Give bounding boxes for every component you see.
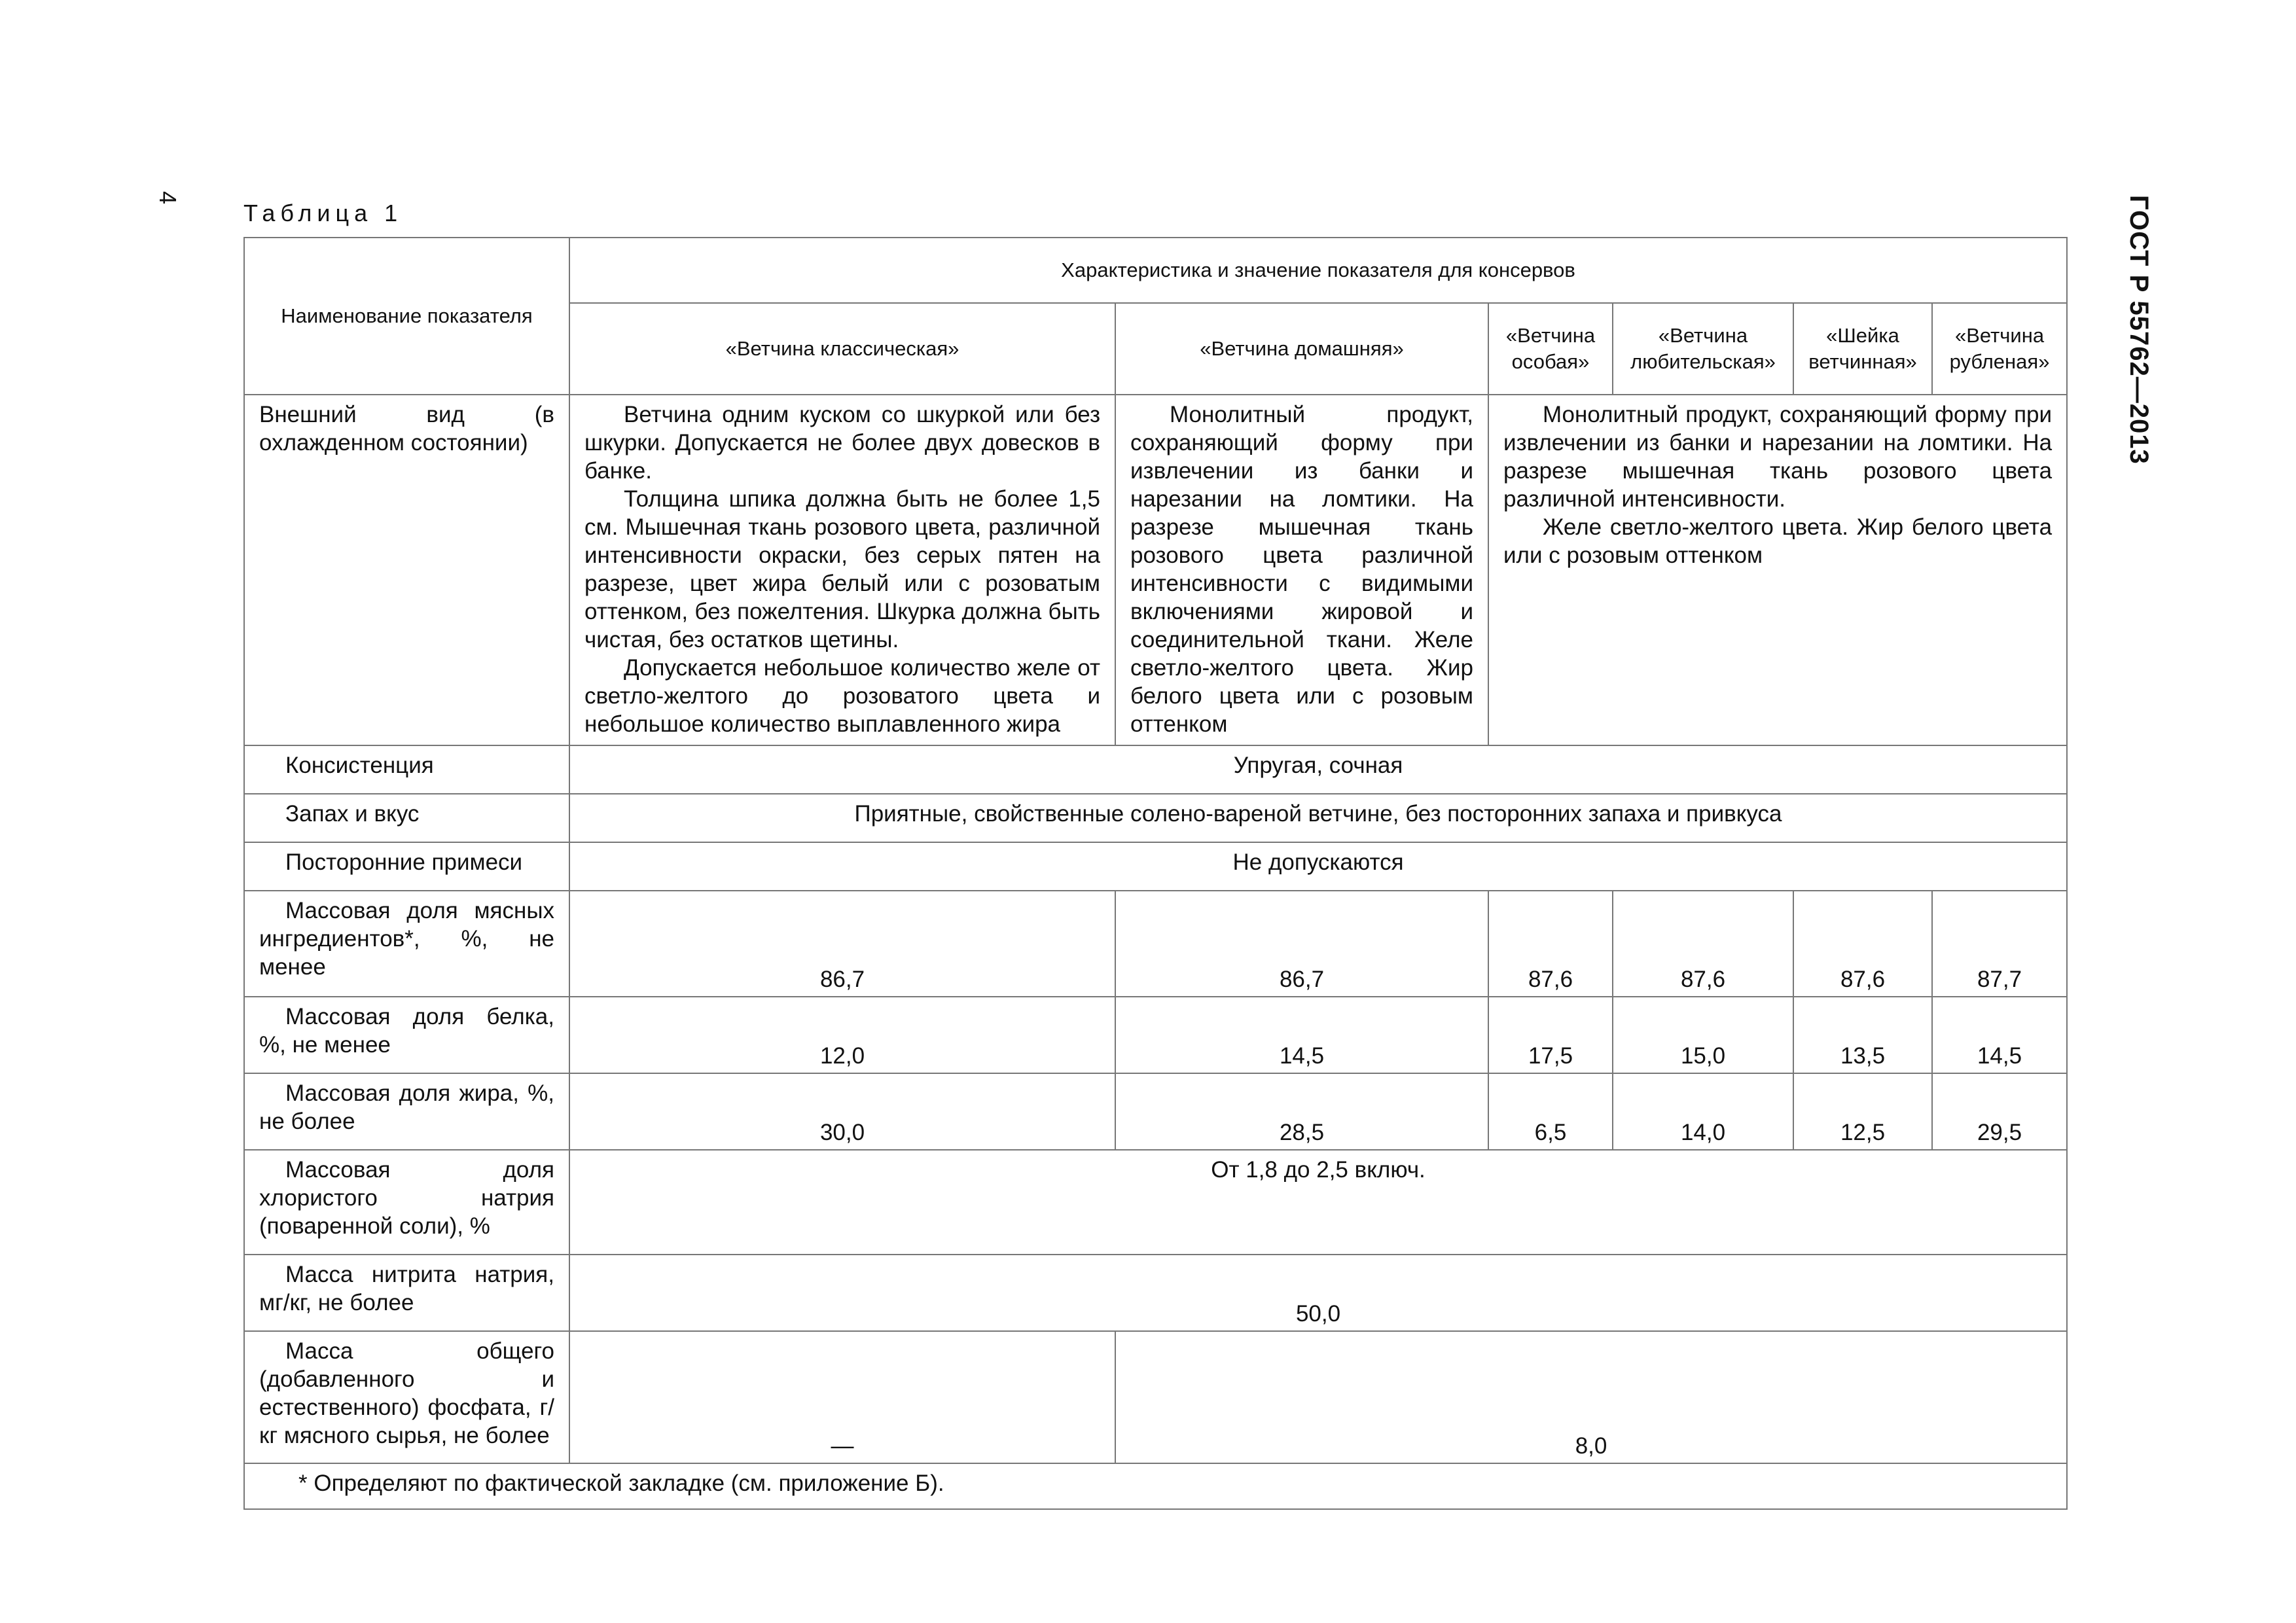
footnote: * Определяют по фактической закладке (см. приложение Б). [244,1463,2067,1509]
value-cell: 30,0 [569,1073,1115,1150]
indicators-table [243,237,2068,1510]
value-cell: 14,5 [1115,997,1488,1073]
value-cell: 87,6 [1793,891,1932,997]
header-product: «Ветчина рубленая» [1932,303,2067,395]
appearance-classic [569,395,1115,745]
value-cell: 86,7 [1115,891,1488,997]
value-cell: 86,7 [569,891,1115,997]
row-name: Масса нитрита натрия, мг/кг, не более [244,1255,569,1331]
row-name: Массовая доля жира, %, не более [244,1073,569,1150]
appearance-home [1115,395,1488,745]
value-cell: 8,0 [1115,1331,2067,1463]
value-cell: 29,5 [1932,1073,2067,1150]
header-product: «Ветчина классическая» [569,303,1115,395]
paragraph: Ветчина одним куском со шкуркой или без шкурки. Допускается не более двух довесков в банке. [584,402,1100,484]
value-cell: 87,6 [1613,891,1793,997]
header-product: «Ветчина особая» [1488,303,1613,395]
table-row [244,1073,2067,1150]
standard-code: ГОСТ Р 55762—2013 [2125,195,2153,465]
row-name: Посторонние примеси [244,842,569,891]
row-value: От 1,8 до 2,5 включ. [569,1150,2067,1255]
value-cell: 13,5 [1793,997,1932,1073]
table-row [244,1331,2067,1463]
header-product: «Ветчина любительская» [1613,303,1793,395]
table-row [244,1150,2067,1255]
row-value: Не допускаются [569,842,2067,891]
paragraph: Желе светло-желтого цвета. Жир белого цвета или с розовым оттенком [1503,514,2053,568]
footnote-row [244,1463,2067,1509]
row-value: 50,0 [569,1255,2067,1331]
value-cell: 15,0 [1613,997,1793,1073]
table-row [244,794,2067,842]
table-caption: Таблица 1 [243,200,403,226]
header-group: Характеристика и значение показателя для консервов [569,238,2067,303]
row-value: Упругая, сочная [569,745,2067,794]
header-row-1 [244,238,2067,303]
row-name: Массовая доля белка, %, не менее [244,997,569,1073]
table-row [244,1255,2067,1331]
row-name: Запах и вкус [244,794,569,842]
value-cell: 12,5 [1793,1073,1932,1150]
table-row [244,997,2067,1073]
value-cell: 87,7 [1932,891,2067,997]
paragraph: Допускается небольшое количество желе от светло-желтого до розоватого цвета и небольшое количество выплавленного жира [584,655,1100,737]
value-cell: 14,5 [1932,997,2067,1073]
row-value: Приятные, свойственные солено-вареной ветчине, без посторонних запаха и привкуса [569,794,2067,842]
value-cell: 12,0 [569,997,1115,1073]
row-name: Массовая доля мясных ингредиентов*, %, не менее [244,891,569,997]
table-row [244,395,2067,745]
row-name: Массовая доля хлористого натрия (поваренной соли), % [244,1150,569,1255]
header-product: «Ветчина домашняя» [1115,303,1488,395]
header-name-column: Наименование показателя [244,238,569,395]
table-row [244,891,2067,997]
table-row [244,745,2067,794]
value-cell: 87,6 [1488,891,1613,997]
paragraph: Толщина шпика должна быть не более 1,5 см. Мышечная ткань розового цвета, различной интенсивности окраски, без серых пятен на разрезе, цвет жира белый или с розоватым оттенком, без пожелтения. Шкурка должна быть чистая, без остатков щетины. [584,486,1100,652]
page-number: 4 [154,191,181,205]
table-row [244,842,2067,891]
value-cell: 6,5 [1488,1073,1613,1150]
row-name: Масса общего (добавленного и естественного) фосфата, г/кг мясного сырья, не более [244,1331,569,1463]
value-cell: 14,0 [1613,1073,1793,1150]
value-cell: 28,5 [1115,1073,1488,1150]
header-product: «Шейка ветчинная» [1793,303,1932,395]
value-cell: 17,5 [1488,997,1613,1073]
appearance-others [1488,395,2067,745]
paragraph: Монолитный продукт, сохраняющий форму при извлечении из банки и нарезании на ломтики. На разрезе мышечная ткань розового цвета различной интенсивности. [1503,402,2053,512]
row-name: Внешний вид (в охлажденном состоянии) [244,395,569,745]
paragraph: Монолитный продукт, сохраняющий форму при извлечении из банки и нарезании на ломтики. На разрезе мышечная ткань розового цвета различной интенсивности с видимыми включениями жировой и соединительной ткани. Желе светло-желтого цвета. Жир белого цвета или с розовым оттенком [1130,402,1473,737]
value-cell: — [569,1331,1115,1463]
row-name: Консистенция [244,745,569,794]
